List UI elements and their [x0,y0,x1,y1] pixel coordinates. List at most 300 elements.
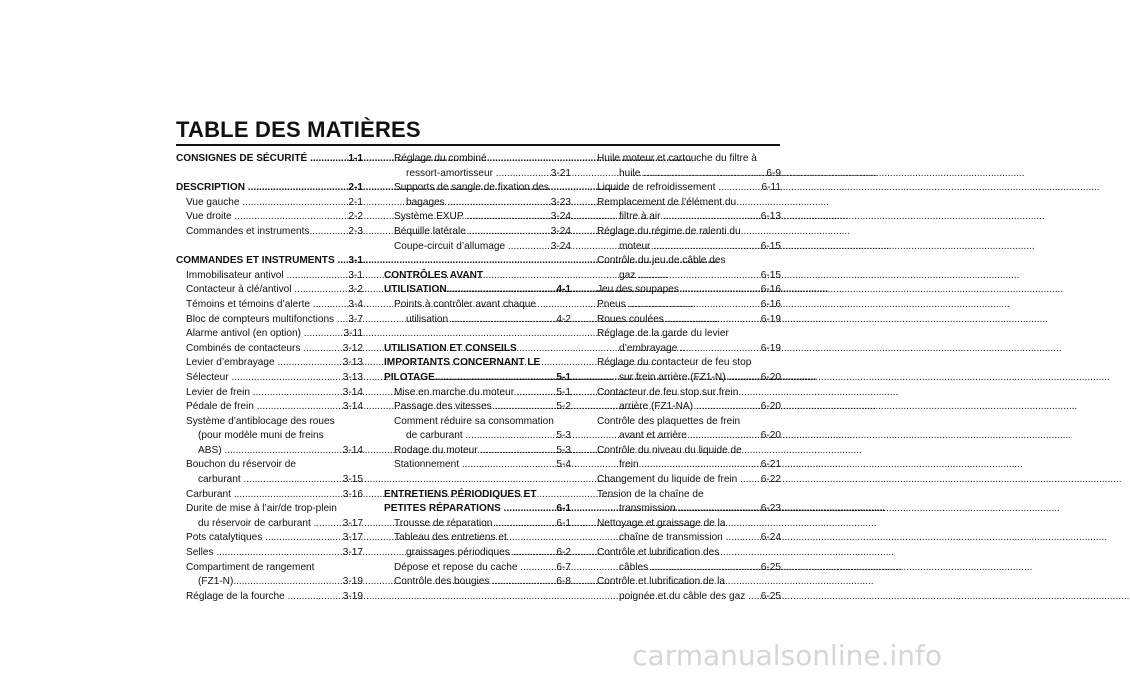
toc-dot-leader [517,386,557,401]
toc-entry [384,181,571,196]
toc-entry-title: Réglage du combiné [394,153,487,164]
toc-entry-title: avant et arrière [619,430,687,442]
page-title: TABLE DES MATIÈRES [176,117,421,142]
toc-entry[interactable] [384,444,571,459]
toc-page-number: 6-20 [760,430,781,442]
toc-dot-leader [294,283,348,298]
toc-spacer [384,473,571,488]
toc-dot-leader [494,400,556,415]
toc-entry[interactable] [384,386,571,401]
toc-page-number: 6-16 [760,298,781,310]
toc-dot-leader [678,502,760,517]
toc-entry-title: Mise en marche du moteur [394,386,515,398]
toc-entry-title: du réservoir de carburant [198,517,311,529]
toc-page-number: 3-11 [343,328,363,340]
toc-page-number: 3-2 [348,284,363,296]
toc-entry [597,356,781,371]
toc-page-number: 5-4 [556,459,571,471]
toc-page-number: 3-4 [348,298,363,310]
toc-entry-title: Vue droite [186,211,232,223]
toc-entry-title: utilisation [406,313,449,325]
toc-entry[interactable] [384,210,571,225]
toc-dot-leader [447,283,557,298]
toc-entry-title: Carburant [186,488,231,500]
toc-entry [597,488,781,503]
toc-entry [597,327,781,342]
toc-page-number: 5-3 [556,430,571,442]
toc-dot-leader [718,181,761,196]
toc-entry[interactable] [597,371,781,386]
toc-entry-title: huile [619,167,641,179]
toc-entry-title: Alarme antivol (en option) [186,328,302,340]
toc-dot-leader [304,327,344,342]
toc-entry[interactable] [384,561,571,576]
toc-entry[interactable] [597,473,781,488]
toc-dot-leader [224,444,342,459]
toc-spacer [384,327,571,342]
toc-entry-title: sur frein arrière (FZ1-N) [619,371,726,383]
toc-entry-title: Contacteur de feu stop sur frein [597,386,739,398]
toc-entry[interactable] [176,342,363,357]
toc-dot-leader [628,298,760,313]
toc-entry [597,254,781,269]
toc-entry-title: Contrôle des plaquettes de frein [597,415,741,427]
toc-dot-leader [696,400,761,415]
toc-dot-leader [492,575,556,590]
toc-dot-leader [243,473,342,488]
toc-entry[interactable] [176,546,363,561]
toc-entry-title: Jeu des soupapes [597,284,679,296]
toc-entry [384,298,571,313]
toc-entry-title: arrière (FZ1-NA) [619,401,694,413]
toc-entry-title: Passage des vitesses [394,401,492,413]
toc-entry-title: COMMANDES ET INSTRUMENTS [176,255,335,267]
toc-page-number: 6-16 [760,284,781,296]
toc-dot-leader [253,386,343,401]
toc-entry-title: transmission [619,503,676,515]
toc-entry[interactable] [597,531,781,546]
toc-page-number: 3-17 [342,517,363,529]
toc-entry-title: d’embrayage [619,342,678,354]
toc-page-number: 6-13 [760,211,781,223]
toc-entry-title: Tension de la chaîne de [597,488,704,500]
toc-dot-leader [314,517,343,532]
toc-entry-title: Immobilisateur antivol [186,269,284,281]
toc-entry[interactable] [597,458,781,473]
toc-page-number: 6-20 [760,371,781,383]
toc-entry[interactable] [176,386,363,401]
toc-entry-title: DESCRIPTION [176,182,245,194]
toc-dot-leader [480,444,556,459]
toc-dot-leader [653,240,761,255]
toc-entry-title: Levier d’embrayage [186,357,275,369]
toc-page-number: 2-2 [348,211,363,223]
toc-entry[interactable] [597,298,781,313]
toc-entry-title: Contrôle du niveau du liquide de [597,444,742,456]
toc-entry-title: IMPORTANTS CONCERNANT LE [384,357,541,369]
toc-section-heading[interactable] [384,283,571,298]
toc-entry-title: Selles [186,547,214,559]
toc-entry[interactable] [176,313,363,328]
toc-entry[interactable] [176,488,363,503]
toc-entry[interactable] [176,531,363,546]
toc-page-number: 3-24 [550,211,571,223]
toc-entry-title: Pots catalytiques [186,532,263,544]
toc-page-number: 6-20 [760,401,781,413]
toc-dot-leader [435,371,557,386]
toc-dot-leader [337,313,348,328]
toc-page-number: 5-3 [556,444,571,456]
toc-entry[interactable] [384,575,571,590]
toc-entry [384,152,571,167]
toc-entry-title: Béquille latérale [394,225,466,237]
toc-dot-leader [265,531,343,546]
toc-entry[interactable] [384,458,571,473]
toc-section-heading[interactable] [384,502,571,517]
toc-entry-title: bagages [406,196,445,208]
toc-dot-leader [313,298,349,313]
toc-page-number: 3-13 [342,371,363,383]
toc-entry-title: CONSIGNES DE SÉCURITÉ [176,153,308,164]
toc-entry[interactable] [176,356,363,371]
toc-dot-leader [462,458,557,473]
toc-entry [597,546,781,561]
toc-entry[interactable] [597,590,781,605]
toc-entry-title: Contrôle du jeu de câble des [597,255,726,267]
toc-entry[interactable] [176,473,363,488]
toc-page-number: 6-7 [556,561,571,573]
toc-page-number: 6-25 [760,561,781,573]
toc-dot-leader [726,531,761,546]
toc-dot-leader [257,400,343,415]
toc-entry [597,517,781,532]
toc-entry-title: frein [619,459,639,471]
toc-page-number: 5-2 [556,401,571,413]
toc-dot-leader [680,342,761,357]
toc-page-number: 6-8 [556,576,571,588]
toc-entry[interactable] [384,225,571,240]
toc-dot-leader [667,313,761,328]
toc-dot-leader [638,269,761,284]
toc-entry-title: câbles [619,561,649,573]
toc-entry-title: Système d’antiblocage des roues [186,415,335,427]
toc-spacer [176,167,363,182]
toc-entry-title: Durite de mise à l’air/de trop-plein [186,503,337,515]
toc-entry[interactable] [597,429,781,444]
toc-entry-title: Huile moteur et cartouche du filtre à [597,153,757,164]
toc-entry[interactable] [597,561,781,576]
toc-dot-leader [234,488,343,503]
toc-entry-title: Changement du liquide de frein [597,474,738,486]
toc-entry[interactable] [176,225,363,240]
toc-dot-leader [651,561,761,576]
toc-page-number: 6-21 [760,459,781,471]
toc-entry [597,415,781,430]
toc-page-number: 2-3 [348,225,363,237]
toc-entry[interactable] [176,517,363,532]
toc-dot-leader [338,254,349,269]
toc-entry[interactable] [597,502,781,517]
toc-entry[interactable] [384,196,571,211]
toc-page-number: 3-15 [342,474,363,486]
toc-dot-leader [310,152,348,167]
toc-entry[interactable] [384,400,571,415]
toc-entry-title: ressort-amortisseur [406,167,493,179]
toc-entry-title: Sélecteur [186,371,229,383]
toc-dot-leader [495,517,556,532]
toc-entry-title: Réglage de la fourche [186,590,285,602]
toc-entry[interactable] [176,371,363,386]
toc-dot-leader [728,371,760,386]
toc-entry-title: Tableau des entretiens et [394,532,507,544]
toc-dot-leader [309,225,348,240]
toc-entry [176,561,363,576]
toc-entry-title: ABS) [198,444,222,456]
toc-page-number: 3-14 [342,386,363,398]
toc-page-number: 6-9 [766,167,781,179]
toc-dot-leader [504,502,557,517]
toc-entry [176,415,363,430]
toc-page-number: 3-21 [550,167,571,179]
toc-entry[interactable] [597,342,781,357]
title-underline [176,144,780,146]
toc-page-number: 2-1 [348,196,363,208]
toc-entry-title: Rodage du moteur [394,444,478,456]
toc-entry[interactable] [597,210,781,225]
toc-page-number: 6-1 [556,503,571,515]
toc-entry[interactable] [176,575,363,590]
toc-entry-title: Supports de sangle de fixation des [394,182,549,194]
toc-entry[interactable] [176,444,363,459]
toc-dot-leader [466,429,557,444]
toc-entry[interactable] [176,590,363,605]
toc-page-number: 6-15 [760,269,781,281]
toc-entry[interactable] [597,181,781,196]
toc-entry-title: Réglage de la garde du levier [597,328,729,340]
toc-dot-leader [520,561,556,576]
toc-page-number: 6-19 [760,342,781,354]
toc-entry[interactable] [176,298,363,313]
toc-entry-title: carburant [198,474,241,486]
toc-column-1 [176,152,363,604]
toc-page-number: 3-17 [342,547,363,559]
toc-dot-leader [277,356,342,371]
toc-page-number: 5-1 [556,386,571,398]
toc-entry-title: PILOTAGE [384,371,435,383]
toc-dot-leader [234,210,348,225]
toc-dot-leader [690,429,761,444]
toc-entry-title: Contrôle des bougies [394,576,490,588]
toc-dot-leader [288,590,343,605]
toc-entry[interactable] [176,327,363,342]
toc-entry-title: poignée et du câble des gaz [619,590,746,602]
toc-entry[interactable] [597,269,781,284]
toc-dot-leader [286,269,348,284]
toc-entry-title: Dépose et repose du cache [394,561,518,573]
toc-entry-title: Liquide de refroidissement [597,182,716,194]
toc-page-number: 6-2 [556,547,571,559]
toc-page-number: 6-23 [760,503,781,515]
toc-page-number: 6-15 [760,240,781,252]
watermark: carmanualsonline.info [632,639,942,672]
toc-entry[interactable] [176,210,363,225]
toc-dot-leader [466,210,550,225]
toc-entry-title: Réglage du régime de ralenti du [597,225,741,237]
toc-entry-title: Système EXUP [394,211,464,223]
toc-entry-title: Bloc de compteurs multifonctions [186,313,335,325]
toc-entry-title: Trousse de réparation [394,517,493,529]
toc-entry[interactable] [384,240,571,255]
toc-entry-title: Pédale de frein [186,401,254,413]
toc-dot-leader [242,196,348,211]
toc-entry-title: Contrôle et lubrification de la [597,576,725,588]
toc-page-number: 4-2 [556,313,571,325]
toc-page-number: 3-17 [342,532,363,544]
toc-entry [597,444,781,459]
toc-dot-leader [448,196,551,211]
toc-entry-title: PETITES RÉPARATIONS [384,503,501,515]
toc-dot-leader [303,342,343,357]
toc-entry-title: chaîne de transmission [619,532,723,544]
toc-entry[interactable] [176,269,363,284]
toc-entry-title: Combinés de contacteurs [186,342,301,354]
toc-entry-title: Coupe-circuit d’allumage [394,240,506,252]
toc-entry [597,152,781,167]
toc-entry-title: Roues coulées [597,313,664,325]
toc-dot-leader [641,458,760,473]
toc-entry-title: Contrôle et lubrification des [597,547,720,559]
toc-dot-leader [748,590,761,605]
toc-entry-title: moteur [619,240,651,252]
toc-dot-leader [513,546,557,561]
toc-page-number: 2-1 [348,182,363,194]
toc-entry-title: ENTRETIENS PÉRIODIQUES ET [384,488,537,500]
toc-entry-title: (pour modèle muni de freins [198,430,324,442]
toc-entry-title: Bouchon du réservoir de [186,459,296,471]
toc-entry-title: UTILISATION [384,284,447,296]
toc-entry [176,458,363,473]
toc-page-number: 6-22 [760,474,781,486]
toc-dot-leader [643,167,766,182]
toc-page-number: 3-13 [342,357,363,369]
toc-entry[interactable] [597,240,781,255]
toc-page-number: 3-12 [342,342,363,354]
toc-dot-leader [451,313,557,328]
toc-spacer [176,240,363,255]
toc-page-number: 4-1 [556,284,571,296]
toc-section-heading[interactable] [176,152,363,167]
toc-entry-title: Points à contrôler avant chaque [394,298,536,310]
toc-entry-title: Levier de frein [186,386,250,398]
toc-page-number: 3-1 [348,255,363,267]
toc-entry[interactable] [597,313,781,328]
toc-section-heading[interactable] [384,371,571,386]
toc-entry-title: Commandes et instruments [186,225,310,237]
toc-entry [597,196,781,211]
toc-entry-title: gaz [619,269,636,281]
toc-section-heading[interactable] [176,181,363,196]
toc-dot-leader [496,167,551,182]
toc-entry[interactable] [384,429,571,444]
toc-dot-leader [682,283,761,298]
toc-dot-leader [469,225,551,240]
toc-page-number: 5-1 [556,371,571,383]
toc-entry[interactable] [384,546,571,561]
toc-dot-leader [231,371,342,386]
toc-entry [176,502,363,517]
toc-page-number: 3-7 [348,313,363,325]
toc-dot-leader [740,473,761,488]
toc-entry-title: Remplacement de l’élément du [597,196,737,208]
toc-dot-leader [233,575,342,590]
toc-entry-title: Vue gauche [186,196,240,208]
toc-entry-title: CONTRÔLES AVANT [384,269,484,281]
toc-page-number: 3-24 [550,240,571,252]
toc-entry-title: graissages périodiques [406,547,510,559]
toc-entry-title: Réglage du contacteur de feu stop [597,357,752,369]
toc-page-number: 6-24 [760,532,781,544]
toc-entry[interactable] [597,283,781,298]
toc-entry [597,225,781,240]
toc-entry-title: Pneus [597,298,626,310]
toc-entry[interactable] [384,517,571,532]
toc-page-number: 3-23 [550,196,571,208]
toc-entry[interactable] [384,167,571,182]
toc-page-number: 3-14 [342,401,363,413]
toc-dot-leader [508,240,551,255]
toc-entry-title: Stationnement [394,459,460,471]
toc-entry-title: (FZ1-N) [198,576,234,588]
toc-page-number: 3-16 [342,488,363,500]
toc-dot-leader [663,210,760,225]
toc-page-number: 3-14 [342,444,363,456]
toc-entry [597,575,781,590]
toc-entry[interactable] [176,400,363,415]
toc-entry[interactable] [597,167,781,182]
toc-entry [384,415,571,430]
toc-section-heading [384,488,571,503]
toc-page-number: 6-25 [760,590,781,602]
toc-entry-title: Contacteur à clé/antivol [186,284,292,296]
toc-entry-title: filtre à air [619,211,661,223]
toc-entry [597,386,781,401]
toc-dot-leader [216,546,342,561]
toc-section-heading [384,342,571,357]
toc-page-number: 3-24 [550,225,571,237]
toc-entry[interactable] [597,400,781,415]
toc-page-number: 3-1 [348,269,363,281]
toc-entry[interactable] [176,283,363,298]
toc-section-heading [384,269,571,284]
toc-dot-leader [248,181,349,196]
toc-page-number: 6-1 [556,517,571,529]
toc-entry-title: Compartiment de rangement [186,561,315,573]
toc-entry-title: de carburant [406,430,463,442]
toc-entry[interactable] [384,313,571,328]
toc-page-number: 6-19 [760,313,781,325]
toc-spacer [384,254,571,269]
toc-section-heading[interactable] [176,254,363,269]
toc-entry[interactable] [176,196,363,211]
toc-entry-title: Nettoyage et graissage de la [597,517,726,529]
toc-entry [384,531,571,546]
toc-page-number: 1-1 [348,153,363,164]
toc-section-heading [384,356,571,371]
toc-entry-title: Témoins et témoins d’alerte [186,298,310,310]
toc-page-number: 6-11 [761,182,781,194]
toc-entry-title: Comment réduire sa consommation [394,415,554,427]
toc-column-2 [384,152,571,590]
